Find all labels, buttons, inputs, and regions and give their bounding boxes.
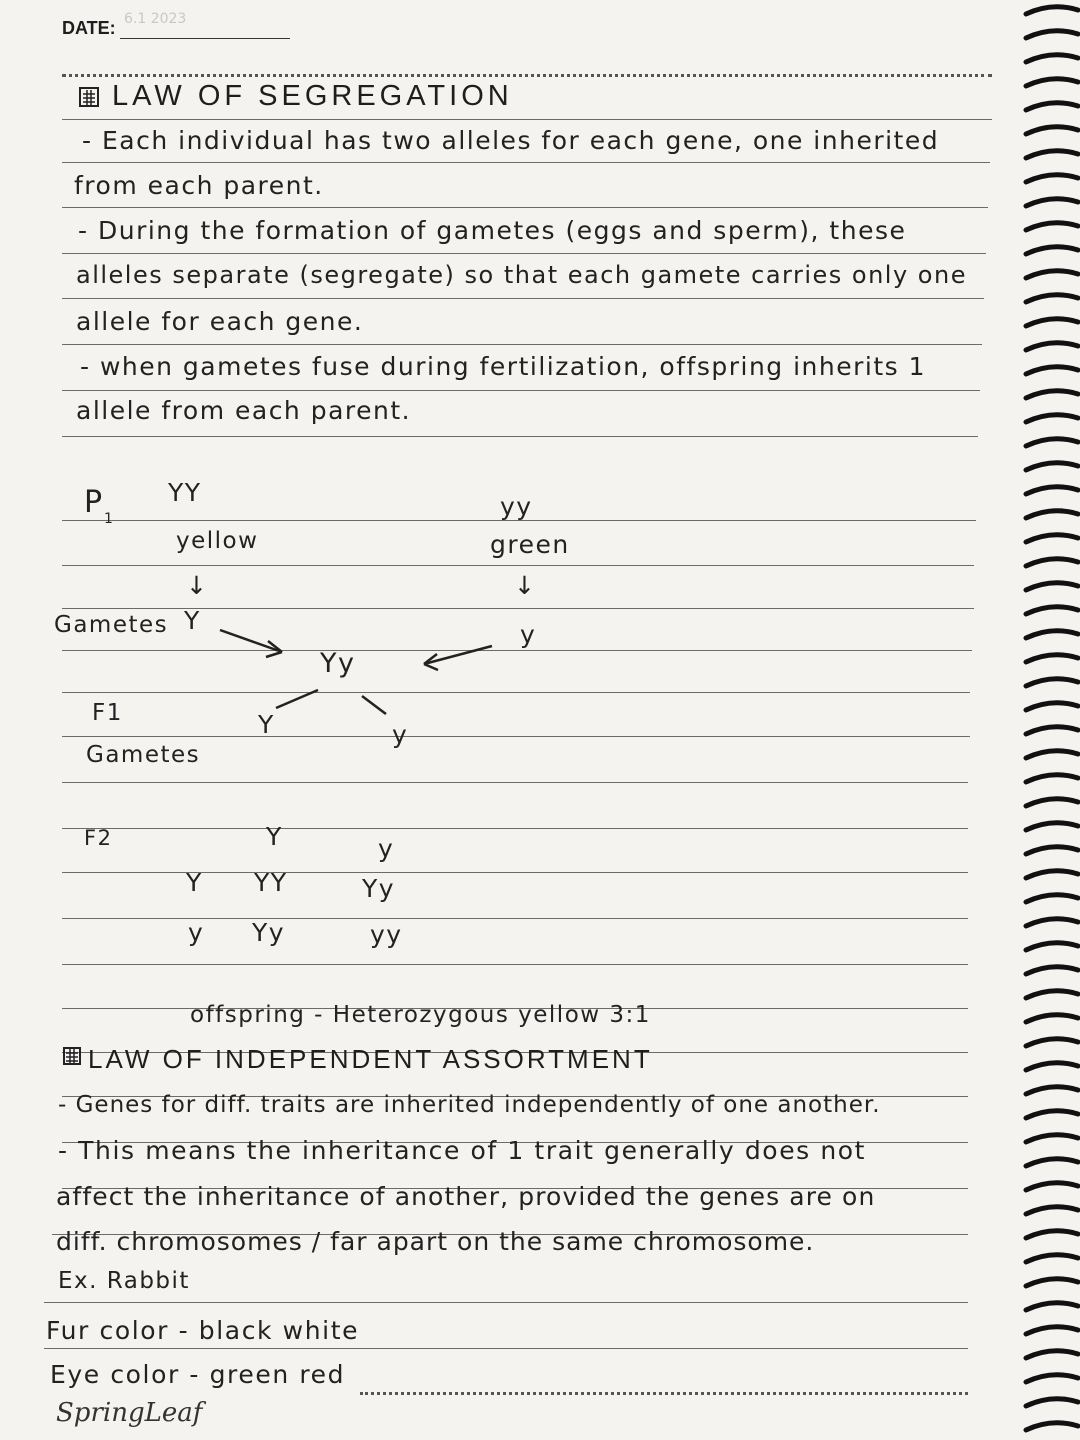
text-line: affect the inheritance of another, provided the genes are on [56, 1182, 876, 1211]
f2-label: F2 [84, 826, 113, 850]
text-line: - During the formation of gametes (eggs and sperm), these [78, 216, 907, 245]
f1-genotype: Yy [320, 648, 356, 679]
text-line: - This means the inheritance of 1 trait generally does not [58, 1136, 867, 1165]
text-line: Fur color - black white [46, 1316, 360, 1345]
section-title: LAW OF INDEPENDENT ASSORTMENT [88, 1044, 653, 1074]
offspring-ratio: offspring - Heterozygous yellow 3:1 [190, 1002, 651, 1028]
punnett-cell: Yy [252, 918, 286, 947]
text-line: allele for each gene. [76, 307, 364, 336]
spiral-binding [1012, 0, 1080, 1440]
text-line: diff. chromosomes / far apart on the same chromosome. [56, 1227, 815, 1256]
parent2-genotype: yy [500, 492, 533, 521]
p1-subscript: 1 [104, 511, 115, 527]
text-line: from each parent. [74, 171, 324, 200]
text-line: Eye color - green red [50, 1360, 346, 1389]
brand-logo: SpringLeaf [56, 1398, 203, 1428]
punnett-cell: yy [370, 920, 403, 949]
gamete-1: Y [184, 606, 201, 635]
text-line: - Each individual has two alleles for each gene, one inherited [82, 126, 940, 155]
f1-gamete-1: Y [258, 710, 275, 739]
punnett-col-header: y [378, 834, 395, 863]
punnett-row-header: Y [186, 868, 203, 897]
text-line: - Genes for diff. traits are inherited independently of one another. [58, 1092, 881, 1118]
f1-gamete-2: y [392, 720, 409, 749]
date-value: 6.1 2023 [124, 11, 187, 27]
parent1-phenotype: yellow [176, 528, 259, 554]
punnett-cell: Yy [362, 874, 396, 903]
text-line: - when gametes fuse during fertilization, offspring inherits 1 [80, 352, 927, 381]
gamete-2: y [520, 620, 537, 649]
text-line: Ex. Rabbit [58, 1268, 190, 1294]
f1-gametes-label: Gametes [86, 742, 201, 768]
down-arrow: ↓ [514, 571, 537, 600]
date-label: DATE: [62, 18, 116, 38]
parent2-phenotype: green [490, 530, 570, 559]
p1-label: P [84, 485, 104, 520]
checkbox-icon [62, 1046, 82, 1066]
punnett-row-header: y [188, 918, 205, 947]
text-line: allele from each parent. [76, 396, 412, 425]
down-arrow: ↓ [186, 571, 209, 600]
parent1-genotype: YY [168, 478, 202, 507]
text-line: alleles separate (segregate) so that each gamete carries only one [76, 261, 967, 289]
section-title: LAW OF SEGREGATION [112, 80, 513, 112]
punnett-col-header: Y [266, 822, 283, 851]
punnett-cell: YY [254, 868, 288, 897]
f1-label: F1 [92, 700, 123, 726]
gametes-label: Gametes [54, 612, 169, 638]
